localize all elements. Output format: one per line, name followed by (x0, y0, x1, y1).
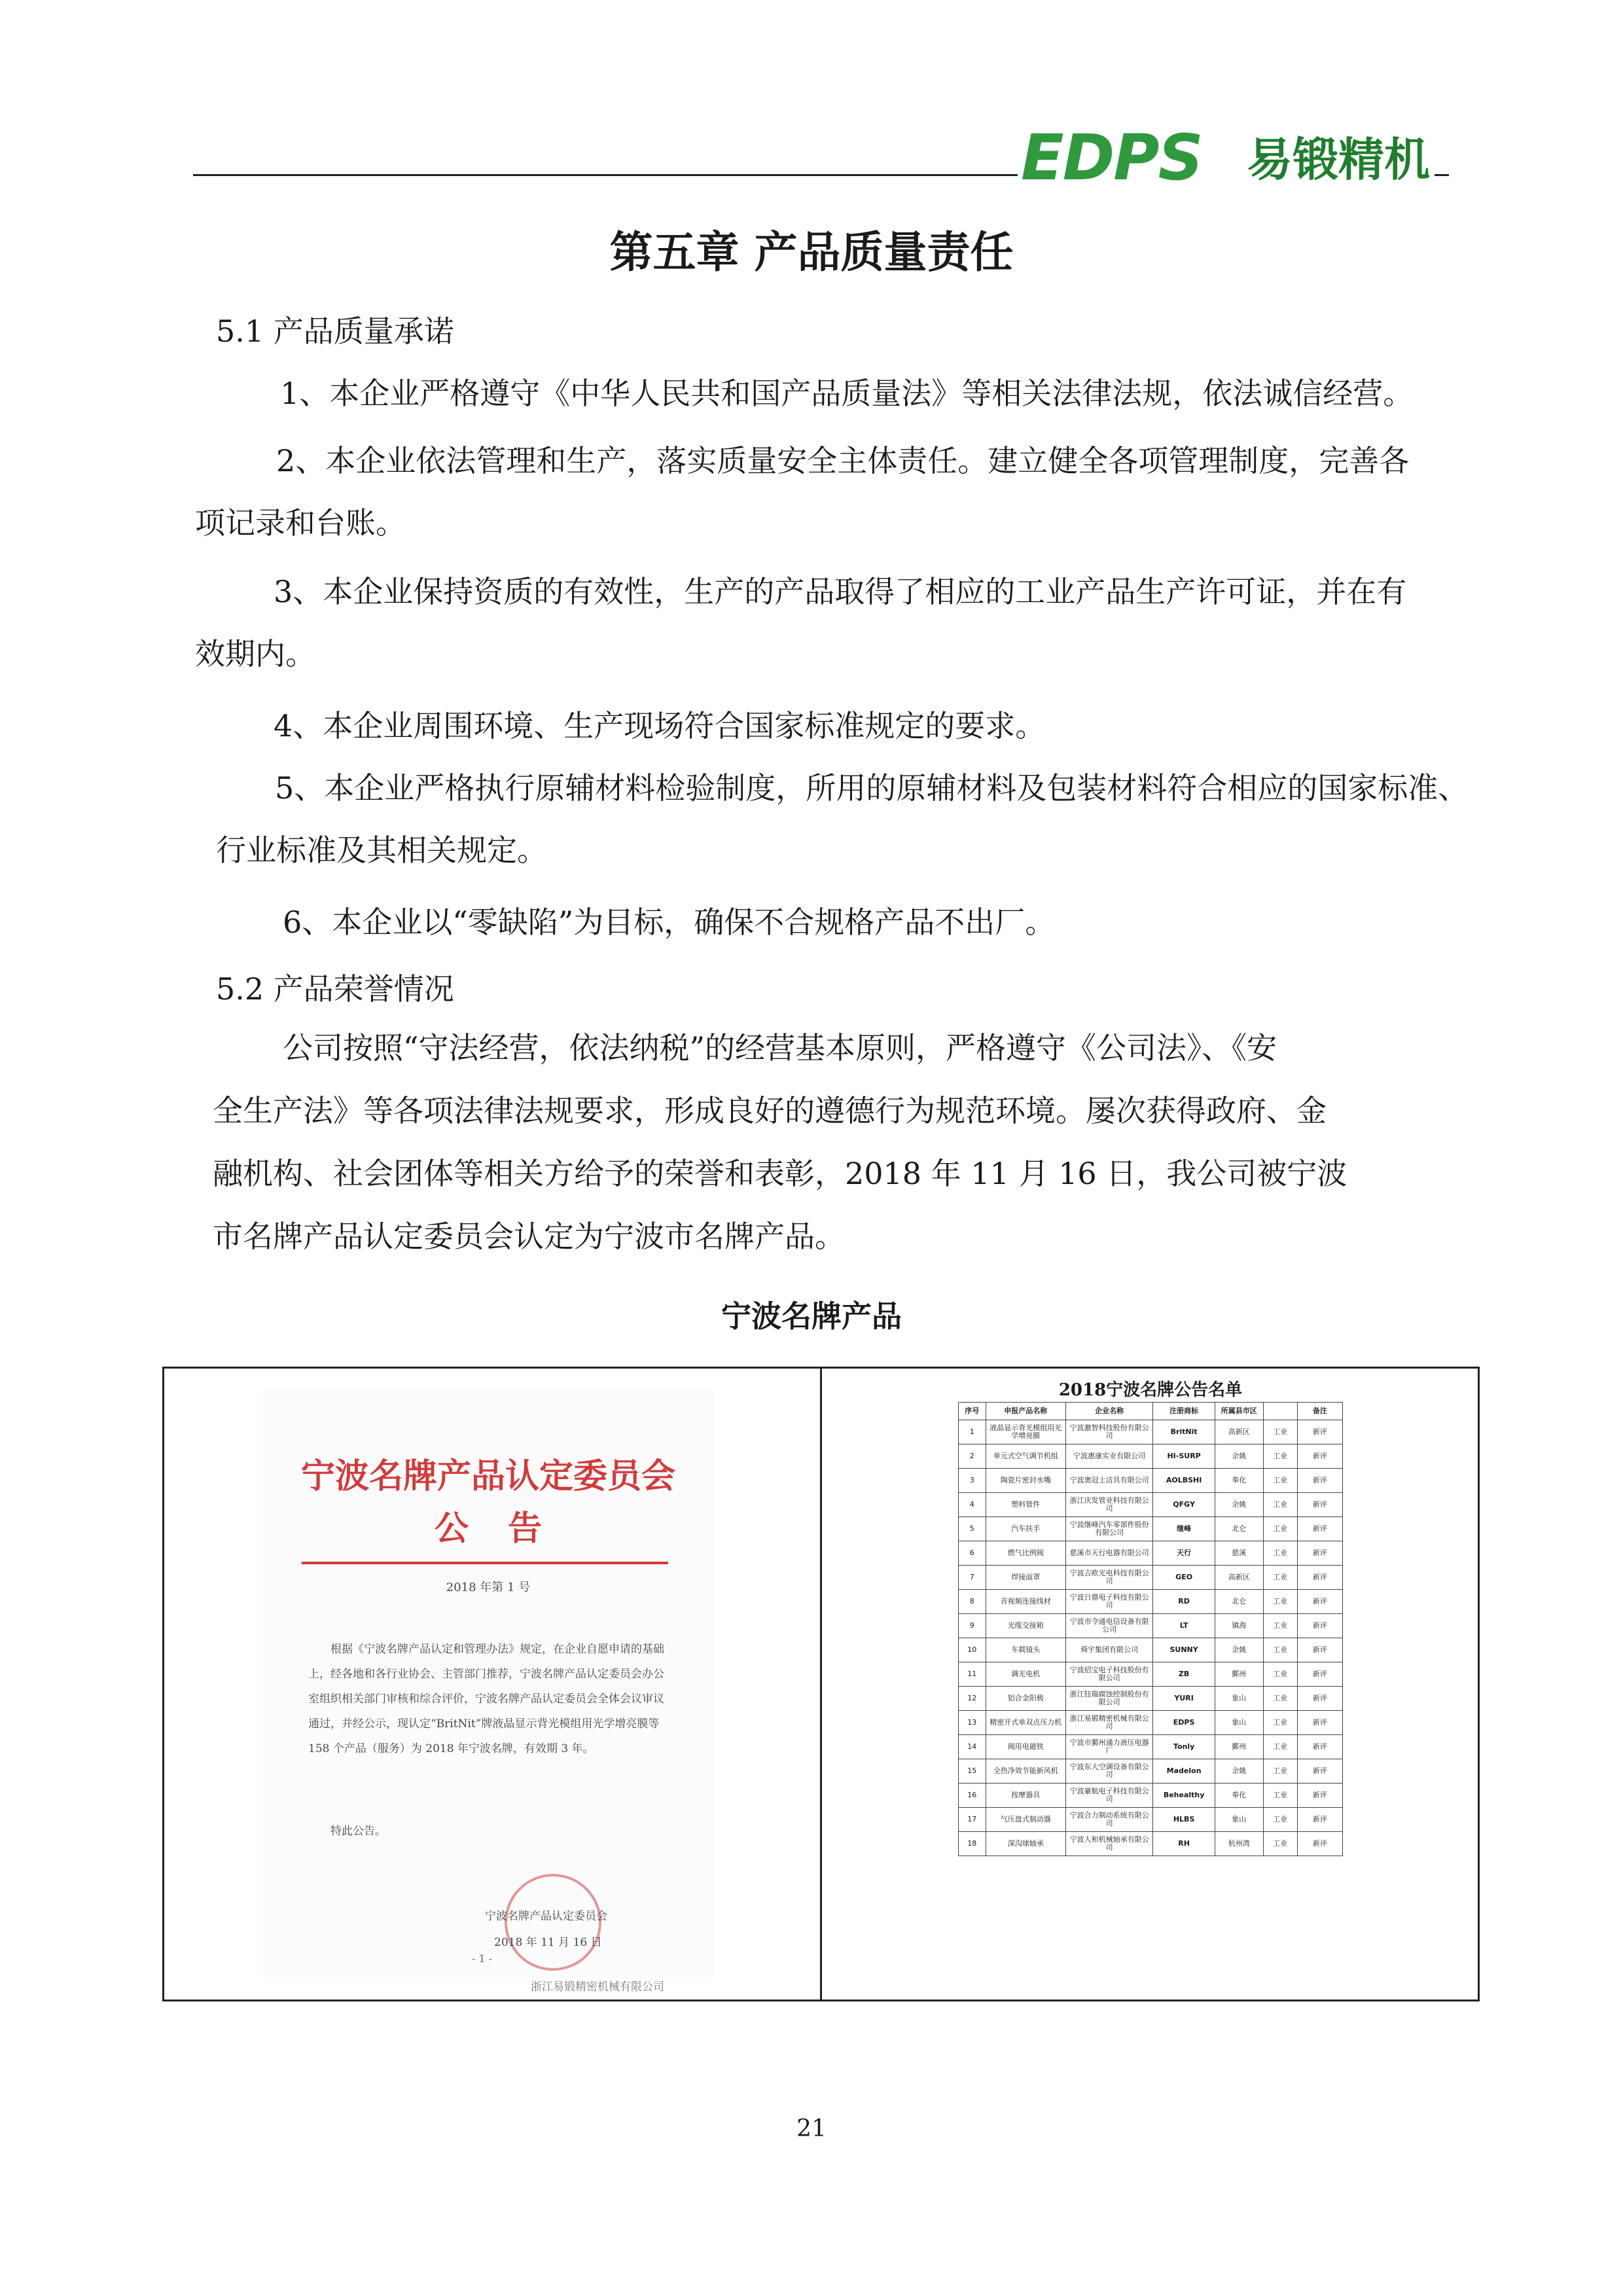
table-cell: 新评 (1297, 1638, 1342, 1662)
table-row (959, 1541, 1343, 1566)
announcement-body: 根据《宁波名牌产品认定和管理办法》规定，在企业自愿申请的基础上，经各地和各行业协会、主管部门推荐，宁波名牌产品认定委员会办公室组织相关部门审核和综合评价，宁波名牌产品认定委员会全体会议审议通过，并经公示，现认定“BritNit”牌液晶显示背光模组用光学增亮膜等 158 个产品（服务）为 2018 年宁波名牌，有效期 3 年。 (308, 1643, 664, 1755)
table-cell: 工业 (1263, 1590, 1297, 1614)
commitment-2-cont: 项记录和台账。 (195, 505, 406, 541)
table-cell: 新评 (1297, 1541, 1342, 1566)
table-cell: 宁波吉欧光电科技有限公司 (1066, 1566, 1153, 1590)
table-cell: 15 (959, 1759, 986, 1784)
table-cell: 新评 (1297, 1517, 1342, 1541)
table-row (959, 1687, 1343, 1711)
table-cell: 14 (959, 1735, 986, 1759)
table-cell: 8 (959, 1590, 986, 1614)
brand-list (958, 1374, 1343, 1856)
commitment-2: 2、本企业依法管理和生产，落实质量安全主体责任。建立健全各项管理制度，完善各 (276, 443, 1410, 478)
page-number: 21 (796, 2115, 827, 2142)
table-cell: RD (1153, 1590, 1215, 1614)
table-cell: 按摩器具 (986, 1784, 1066, 1808)
table-cell: GEO (1153, 1566, 1215, 1590)
table-cell: 11 (959, 1662, 986, 1687)
col-header: 所属县市区 (1215, 1403, 1264, 1420)
table-cell: 工业 (1263, 1493, 1297, 1517)
table-cell: 杭州湾 (1215, 1832, 1264, 1856)
table-cell: 焊接面罩 (986, 1566, 1066, 1590)
company-logo-name: 易锻精机 (1247, 133, 1430, 187)
table-cell: YURI (1153, 1687, 1215, 1711)
table-cell: 新评 (1297, 1759, 1342, 1784)
announcement-ending: 特此公告。 (330, 1825, 386, 1838)
table-cell: 宁波激智科技股份有限公司 (1066, 1420, 1153, 1444)
table-cell: 天行 (1153, 1541, 1215, 1566)
table-cell: 工业 (1263, 1784, 1297, 1808)
table-row (959, 1638, 1343, 1662)
table-cell: Tonly (1153, 1735, 1215, 1759)
table-cell: 高新区 (1215, 1566, 1264, 1590)
table-cell: 新评 (1297, 1444, 1342, 1469)
section-heading-5-2: 5.2 产品荣誉情况 (216, 971, 454, 1007)
table-cell: 工业 (1263, 1759, 1297, 1784)
col-header (1263, 1403, 1297, 1420)
announcement-page: - 1 - (472, 1952, 493, 1965)
table-row (959, 1469, 1343, 1493)
table-header-row (959, 1403, 1343, 1420)
table-cell: 6 (959, 1541, 986, 1566)
table-cell: 工业 (1263, 1566, 1297, 1590)
table-cell: 新评 (1297, 1590, 1342, 1614)
table-cell: 新评 (1297, 1735, 1342, 1759)
table-cell: 新评 (1297, 1420, 1342, 1444)
header-rule (193, 174, 1018, 176)
table-cell: 新评 (1297, 1493, 1342, 1517)
table-cell: 新评 (1297, 1469, 1342, 1493)
company-logo: EDPS (1021, 121, 1202, 194)
announcement-date: 2018 年 11 月 16 日 (494, 1936, 602, 1949)
table-cell: 新评 (1297, 1832, 1342, 1856)
table-cell: 燃气比例阀 (986, 1541, 1066, 1566)
table-cell: 单元式空气调节机组 (986, 1444, 1066, 1469)
table-cell: 工业 (1263, 1735, 1297, 1759)
table-row (959, 1759, 1343, 1784)
announcement-number: 2018 年第 1 号 (446, 1581, 531, 1594)
table-cell: RH (1153, 1832, 1215, 1856)
section-heading-5-1: 5.1 产品质量承诺 (216, 314, 454, 349)
table-cell: 慈溪市天行电器有限公司 (1066, 1541, 1153, 1566)
table-cell: 工业 (1263, 1541, 1297, 1566)
table-cell: SUNNY (1153, 1638, 1215, 1662)
table-cell: 汽车扶手 (986, 1517, 1066, 1541)
table-cell: 17 (959, 1808, 986, 1832)
table-cell: 宁波招宝电子科技股份有限公司 (1066, 1662, 1153, 1687)
table-cell: 音视频连接线材 (986, 1590, 1066, 1614)
table-cell: 北仑 (1215, 1517, 1264, 1541)
announcement-signer: 宁波名牌产品认定委员会 (485, 1910, 607, 1923)
table-cell: 新评 (1297, 1808, 1342, 1832)
table-cell: 7 (959, 1566, 986, 1590)
table-cell: 宁波人和机械轴承有限公司 (1066, 1832, 1153, 1856)
table-cell: 工业 (1263, 1469, 1297, 1493)
table-cell: 精密开式单双点压力机 (986, 1711, 1066, 1735)
table-cell: 铝合金阳极 (986, 1687, 1066, 1711)
table-cell: BritNit (1153, 1420, 1215, 1444)
table-row (959, 1493, 1343, 1517)
table-cell: 气压盘式制动器 (986, 1808, 1066, 1832)
table-cell: 陶瓷片密封水嘴 (986, 1469, 1066, 1493)
table-cell: 象山 (1215, 1711, 1264, 1735)
commitment-1: 1、本企业严格遵守《中华人民共和国产品质量法》等相关法律法规，依法诚信经营。 (280, 376, 1414, 411)
table-cell: 新评 (1297, 1566, 1342, 1590)
brand-list-title: 2018宁波名牌公告名单 (1058, 1380, 1243, 1400)
col-header: 序号 (959, 1403, 986, 1420)
table-cell: 鄞州 (1215, 1735, 1264, 1759)
table-cell: 余姚 (1215, 1444, 1264, 1469)
table-cell: ZB (1153, 1662, 1215, 1687)
table-cell: 工业 (1263, 1662, 1297, 1687)
table-cell: 宁波日鼎电子科技有限公司 (1066, 1590, 1153, 1614)
table-cell: 北仑 (1215, 1590, 1264, 1614)
table-cell: 慈溪 (1215, 1541, 1264, 1566)
table-cell: 工业 (1263, 1711, 1297, 1735)
red-divider (302, 1562, 668, 1564)
commitment-6: 6、本企业以“零缺陷”为目标，确保不合规格产品不出厂。 (283, 905, 1056, 940)
table-cell: 新评 (1297, 1784, 1342, 1808)
table-cell: 1 (959, 1420, 986, 1444)
table-cell: 9 (959, 1614, 986, 1638)
table-cell: HLBS (1153, 1808, 1215, 1832)
table-cell: AOLBSHI (1153, 1469, 1215, 1493)
table-cell: 宁波奥冠士洁具有限公司 (1066, 1469, 1153, 1493)
table-cell: Behealthy (1153, 1784, 1215, 1808)
honor-para-line-3: 融机构、社会团体等相关方给予的荣誉和表彰，2018 年 11 月 16 日，我公司被宁波 (213, 1156, 1347, 1191)
table-cell: HI-SURP (1153, 1444, 1215, 1469)
table-cell: 宁波市令通电信设备有限公司 (1066, 1614, 1153, 1638)
figure-divider (820, 1369, 822, 2000)
table-cell: 工业 (1263, 1517, 1297, 1541)
chapter-title: 第五章 产品质量责任 (609, 227, 1014, 278)
table-cell: 象山 (1215, 1808, 1264, 1832)
col-header: 注册商标 (1153, 1403, 1215, 1420)
commitment-4: 4、本企业周围环境、生产现场符合国家标准规定的要求。 (274, 708, 1046, 744)
table-row (959, 1444, 1343, 1469)
table-cell: 舜宇集团有限公司 (1066, 1638, 1153, 1662)
table-cell: 塑料管件 (986, 1493, 1066, 1517)
table-cell: 工业 (1263, 1444, 1297, 1469)
table-cell: 2 (959, 1444, 986, 1469)
table-cell: 新评 (1297, 1687, 1342, 1711)
figure-caption: 宁波名牌产品 (721, 1299, 902, 1334)
commitment-5: 5、本企业严格执行原辅材料检验制度，所用的原辅材料及包装材料符合相应的国家标准、 (275, 770, 1469, 806)
announcement-title: 宁波名牌产品认定委员会 (300, 1456, 675, 1496)
table-cell: 奉化 (1215, 1469, 1264, 1493)
table-row (959, 1420, 1343, 1444)
table-row (959, 1784, 1343, 1808)
table-row (959, 1517, 1343, 1541)
table-cell: 5 (959, 1517, 986, 1541)
honor-para-line-2: 全生产法》等各项法律法规要求，形成良好的遵德行为规范环境。屡次获得政府、金 (213, 1093, 1327, 1128)
table-cell: 高新区 (1215, 1420, 1264, 1444)
announcement-document (262, 1388, 714, 1994)
certificate-figure (162, 1367, 1480, 2001)
commitment-5-cont: 行业标准及其相关规定。 (216, 833, 547, 868)
table-cell: 阀用电磁铁 (986, 1735, 1066, 1759)
table-cell: 车载镜头 (986, 1638, 1066, 1662)
table-row (959, 1808, 1343, 1832)
table-cell: 工业 (1263, 1687, 1297, 1711)
table-row (959, 1566, 1343, 1590)
table-cell: 12 (959, 1687, 986, 1711)
table-cell: 16 (959, 1784, 986, 1808)
table-cell: 工业 (1263, 1614, 1297, 1638)
table-cell: 浙江钰瑞腐蚀控制股份有限公司 (1066, 1687, 1153, 1711)
commitment-3: 3、本企业保持资质的有效性，生产的产品取得了相应的工业产品生产许可证，并在有 (274, 574, 1407, 609)
table-cell: 新评 (1297, 1711, 1342, 1735)
table-cell: 浙江易锻精密机械有限公司 (1066, 1711, 1153, 1735)
table-cell: 象山 (1215, 1687, 1264, 1711)
header-rule-end (1435, 174, 1449, 176)
table-cell: 镇海 (1215, 1614, 1264, 1638)
table-cell: 4 (959, 1493, 986, 1517)
table-cell: EDPS (1153, 1711, 1215, 1735)
table-cell: 奉化 (1215, 1784, 1264, 1808)
table-cell: 调光电机 (986, 1662, 1066, 1687)
table-cell: 10 (959, 1638, 986, 1662)
table-row (959, 1832, 1343, 1856)
table-cell: 工业 (1263, 1808, 1297, 1832)
table-cell: 工业 (1263, 1420, 1297, 1444)
table-cell: 余姚 (1215, 1759, 1264, 1784)
table-cell: 宁波豪航电子科技有限公司 (1066, 1784, 1153, 1808)
table-cell: 宁波市鄞州通力液压电器厂 (1066, 1735, 1153, 1759)
table-cell: 深沟球轴承 (986, 1832, 1066, 1856)
table-cell: 余姚 (1215, 1493, 1264, 1517)
table-cell: 全热净效节能新风机 (986, 1759, 1066, 1784)
table-cell: 宁波继峰汽车零部件股份有限公司 (1066, 1517, 1153, 1541)
table-cell: 3 (959, 1469, 986, 1493)
table-cell: 宁波东大空调设备有限公司 (1066, 1759, 1153, 1784)
table-cell: 鄞州 (1215, 1662, 1264, 1687)
table-cell: 宁波惠康实业有限公司 (1066, 1444, 1153, 1469)
honor-para-line-1: 公司按照“守法经营，依法纳税”的经营基本原则，严格遵守《公司法》、《安 (283, 1030, 1277, 1066)
table-cell: LT (1153, 1614, 1215, 1638)
honor-para-line-4: 市名牌产品认定委员会认定为宁波市名牌产品。 (213, 1219, 845, 1254)
table-cell: 宁波合力制动系统有限公司 (1066, 1808, 1153, 1832)
table-cell: QFGY (1153, 1493, 1215, 1517)
table-row (959, 1590, 1343, 1614)
watermark-company: 浙江易锻精密机械有限公司 (531, 1981, 664, 1994)
table-cell: 余姚 (1215, 1638, 1264, 1662)
commitment-3-cont: 效期内。 (195, 636, 315, 672)
table-row (959, 1662, 1343, 1687)
table-cell: 继峰 (1153, 1517, 1215, 1541)
table-cell: 13 (959, 1711, 986, 1735)
col-header: 备注 (1297, 1403, 1342, 1420)
table-cell: 18 (959, 1832, 986, 1856)
brand-list-table (958, 1402, 1343, 1856)
table-cell: 新评 (1297, 1614, 1342, 1638)
table-cell: 工业 (1263, 1832, 1297, 1856)
table-row (959, 1735, 1343, 1759)
table-cell: 浙江庆发管业科技有限公司 (1066, 1493, 1153, 1517)
col-header: 企业名称 (1066, 1403, 1153, 1420)
table-row (959, 1711, 1343, 1735)
table-cell: 新评 (1297, 1662, 1342, 1687)
table-cell: 工业 (1263, 1638, 1297, 1662)
table-cell: Madelon (1153, 1759, 1215, 1784)
table-row (959, 1614, 1343, 1638)
table-cell: 液晶显示背光模组用光学增亮膜 (986, 1420, 1066, 1444)
col-header: 申报产品名称 (986, 1403, 1066, 1420)
table-cell: 光缆交接箱 (986, 1614, 1066, 1638)
announcement-subtitle: 公告 (434, 1509, 581, 1549)
